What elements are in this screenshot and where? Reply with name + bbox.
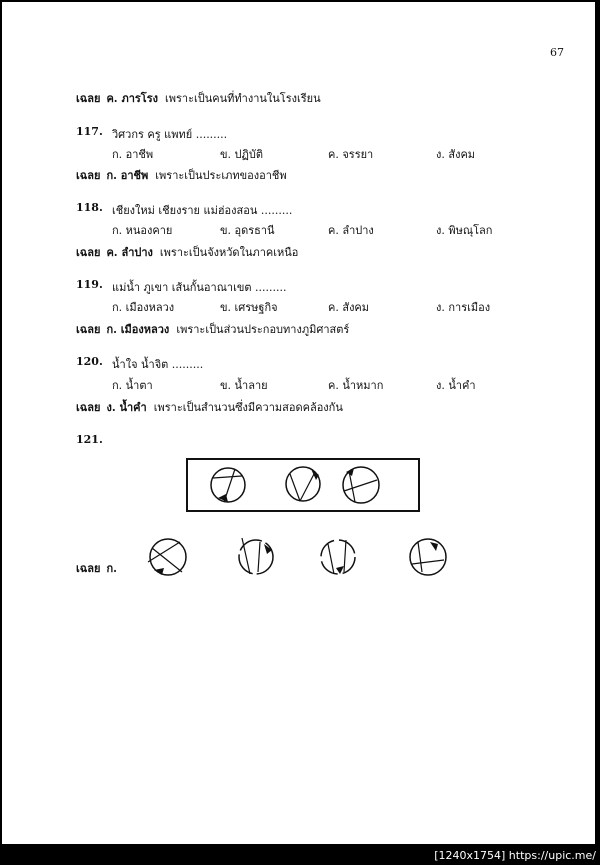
option-a: ก. น้ำตา: [112, 379, 153, 392]
answer-figure-c: [321, 540, 355, 574]
answer-label: เฉลย: [76, 323, 101, 336]
option-a: ก. เมืองหลวง: [112, 301, 175, 314]
page-number: 67: [550, 46, 564, 59]
answer-label: เฉลย: [76, 169, 101, 182]
question-number: 118.: [76, 201, 103, 214]
q121-answer-line: [76, 559, 117, 577]
option-b: ข. ปฏิบัติ: [220, 148, 264, 161]
option-d: ง. การเมือง: [436, 301, 491, 314]
option-d: ง. พิษณุโลก: [436, 224, 493, 237]
option-b: ข. น้ำลาย: [220, 379, 268, 392]
question-text: วิศวกร ครู แพทย์ .........: [112, 128, 228, 141]
answer-figure-b: [239, 538, 273, 574]
answer-line: [76, 166, 287, 184]
answer-figure-a: [148, 539, 186, 575]
answer-reason: เพราะเป็นส่วนประกอบทางภูมิศาสตร์: [176, 323, 350, 336]
answer-reason: เพราะเป็นประเภทของอาชีพ: [155, 169, 287, 182]
answer-reason: เพราะเป็นคนที่ทำงานในโรงเรียน: [165, 92, 321, 105]
option-a: ก. หนองคาย: [112, 224, 173, 237]
question-number: 119.: [76, 278, 103, 291]
answer-label: เฉลย: [76, 401, 101, 414]
question-text: เชียงใหม่ เชียงราย แม่ฮ่องสอน .........: [112, 204, 293, 217]
question-number: 117.: [76, 125, 103, 138]
question-number: 121.: [76, 433, 103, 446]
answer-label: เฉลย: [76, 246, 101, 259]
answer-figure-d: [410, 539, 446, 575]
answer-choice: ค. ภารโรง: [106, 92, 158, 105]
option-c: ค. สังคม: [328, 301, 370, 314]
question-text: น้ำใจ น้ำจิต .........: [112, 358, 204, 371]
prev-answer-line: [76, 89, 321, 107]
answer-choice: ง. น้ำคำ: [106, 401, 147, 414]
answer-choice: ค. ลำปาง: [106, 246, 153, 259]
figure-sequence-box: [186, 458, 420, 512]
option-c: ค. น้ำหมาก: [328, 379, 384, 392]
answer-line: [76, 243, 298, 261]
option-d: ง. สังคม: [436, 148, 476, 161]
option-c: ค. จรรยา: [328, 148, 374, 161]
question-number: 120.: [76, 355, 103, 368]
document-page: [2, 2, 595, 844]
option-d: ง. น้ำคำ: [436, 379, 476, 392]
answer-line: [76, 320, 349, 338]
question-text: แม่น้ำ ภูเขา เส้นกั้นอาณาเขต .........: [112, 281, 287, 294]
sequence-figure-2: [286, 467, 320, 501]
answer-label: เฉลย: [76, 562, 101, 575]
footer-watermark: [1240x1754] https://upic.me/: [434, 849, 596, 862]
option-b: ข. เศรษฐกิจ: [220, 301, 278, 314]
option-b: ข. อุดรธานี: [220, 224, 275, 237]
answer-label: เฉลย: [76, 92, 101, 105]
option-c: ค. ลำปาง: [328, 224, 374, 237]
sequence-figure-3: [343, 467, 379, 503]
option-a: ก. อาชีพ: [112, 148, 154, 161]
answer-choice: ก. อาชีพ: [106, 169, 149, 182]
answer-choice: ก. เมืองหลวง: [106, 323, 170, 336]
answer-reason: เพราะเป็นจังหวัดในภาคเหนือ: [159, 246, 299, 259]
sequence-figure-1: [211, 468, 245, 502]
answer-figures: [140, 534, 460, 582]
answer-reason: เพราะเป็นสำนวนซึ่งมีความสอดคล้องกัน: [153, 401, 343, 414]
answer-line: [76, 398, 343, 416]
answer-choice: ก.: [106, 562, 117, 575]
